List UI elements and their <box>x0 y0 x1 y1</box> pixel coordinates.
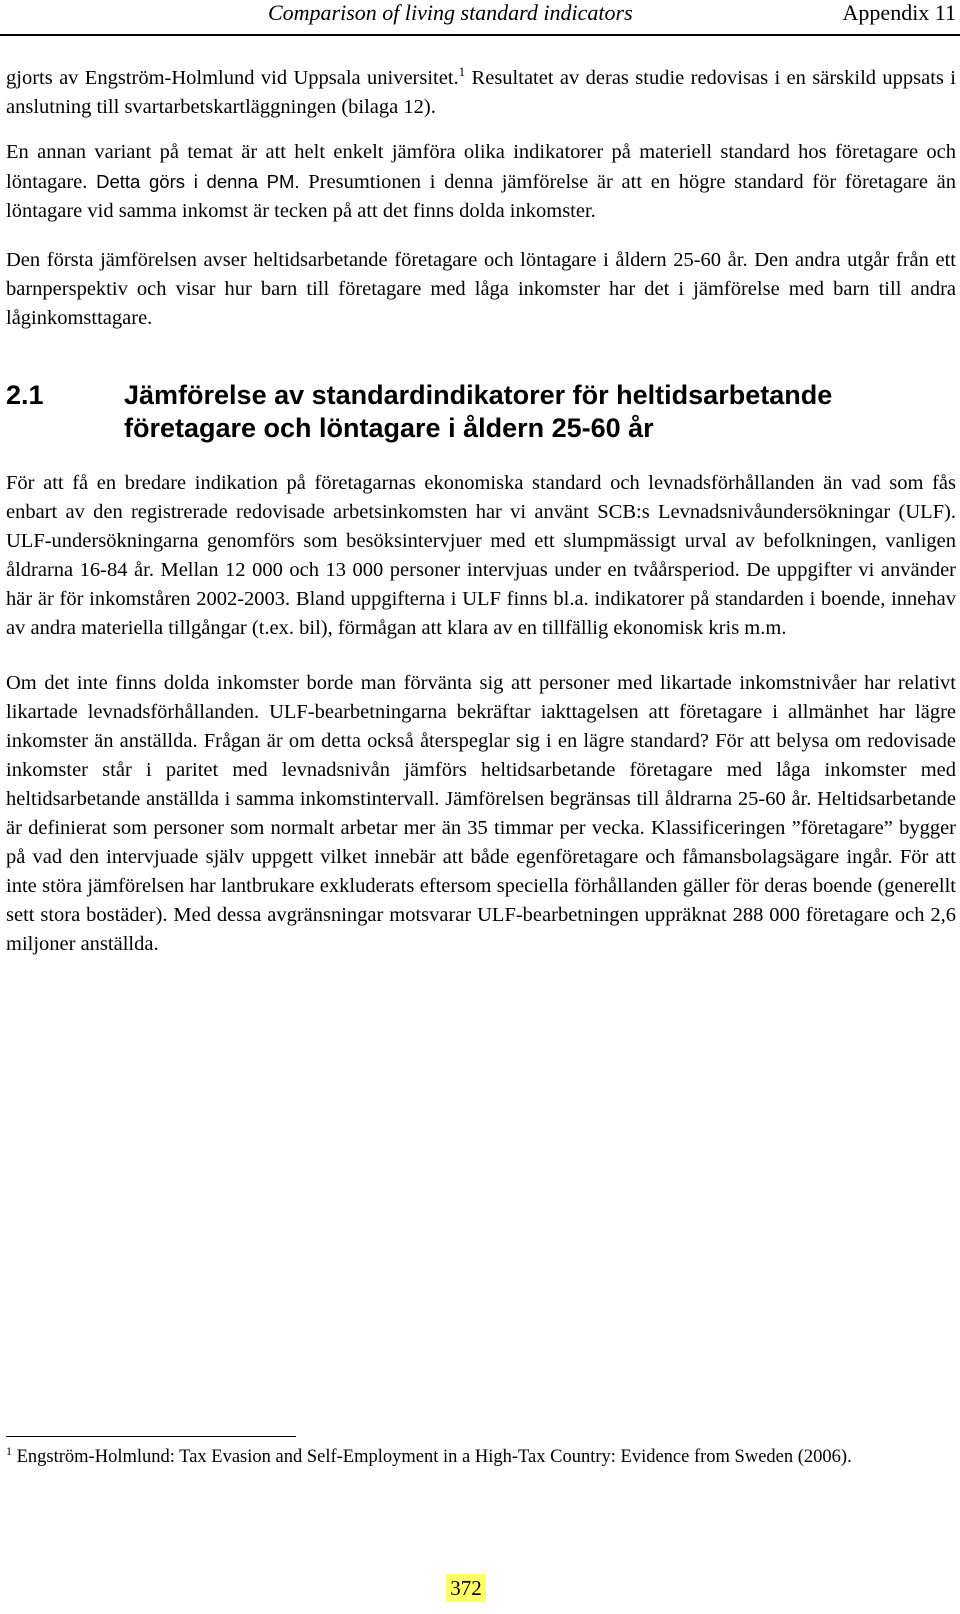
page-header <box>0 0 960 40</box>
footnote-rule <box>6 1436 296 1437</box>
paragraph-4: För att få en bredare indikation på företagarnas ekonomiska standard och levnadsförhållanden än vad som fås enbart av den registrerade redovisade arbetsinkomsten har vi använt SCB:s Levnadsnivåundersökningar (ULF). ULF-undersökningarna genomförs som besöksintervjuer med ett slumpmässigt urval av befolkningen, vanligen åldrarna 16-84 år. Mellan 12 000 och 13 000 personer intervjuas under en tvåårsperiod. De uppgifter vi använder här är för inkomståren 2002-2003. Bland uppgifterna i ULF finns bl.a. indikatorer på standarden i boende, innehav av andra materiella tillgångar (t.ex. bil), förmågan att klara av en tillfällig ekonomisk kris m.m. <box>6 472 956 639</box>
footnote <box>6 1444 896 1470</box>
page-number: 372 <box>446 1574 486 1602</box>
section-title: Jämförelse av standardindikatorer för heltidsarbetande företagare och löntagare i åldern 25-60 år <box>124 380 833 443</box>
footnote-text: Engström-Holmlund: Tax Evasion and Self-Employment in a High-Tax Country: Evidence from Sweden (2006). <box>12 1447 852 1467</box>
footnote-ref[interactable]: 1 <box>458 64 466 80</box>
paragraph-2-text-a: En annan variant på temat är att helt enkelt jämföra olika indikatorer på materiell standard hos företagare och löntagare. <box>6 141 956 193</box>
paragraph-2 <box>6 138 956 226</box>
paragraph-1-text-a: gjorts av Engström-Holmlund vid Uppsala universitet. <box>6 67 459 89</box>
header-rule <box>0 34 960 36</box>
paragraph-3: Den första jämförelsen avser heltidsarbetande företagare och löntagare i åldern 25-60 år. Den andra utgår från ett barnperspektiv och visar hur barn till företagare med låga inkomster har det i jämförelse med barn till andra låginkomsttagare. <box>6 249 956 329</box>
running-title: Comparison of living standard indicators <box>268 0 633 25</box>
paragraph-1 <box>6 64 956 122</box>
section-heading <box>6 379 956 445</box>
paragraph-1-text-b: Resultatet av deras studie redovisas i en särskild uppsats i anslutning till svartarbetskartläggningen (bilaga 12). <box>6 67 956 118</box>
appendix-label: Appendix 11 <box>842 0 956 25</box>
paragraph-2-text-b: Presumtionen i denna jämförelse är att en högre standard för företagare än löntagare vid samma inkomst är tecken på att det finns dolda inkomster. <box>6 171 956 222</box>
main-content <box>6 64 956 959</box>
paragraph-2-text-sans: Detta görs i denna PM. <box>87 171 300 192</box>
footnote-marker: 1 <box>6 1443 12 1458</box>
section-number: 2.1 <box>6 380 44 410</box>
paragraph-5: Om det inte finns dolda inkomster borde man förvänta sig att personer med likartade inkomstnivåer har relativt likartade levnadsförhållanden. ULF-bearbetningarna bekräftar iakttagelsen att företagare i allmänhet har lägre inkomster än anställda. Frågan är om detta också återspeglar sig i en lägre standard? För att belysa om redovisade inkomster står i paritet med levnadsnivån jämförs heltidsarbetande företagare med låga inkomster med heltidsarbetande anställda i samma inkomstintervall. Jämförelsen begränsas till åldrarna 25-60 år. Heltidsarbetande är definierat som personer som normalt arbetar mer än 35 timmar per vecka. Klassificeringen ”företagare” bygger på vad den intervjuade själv uppgett vilket innebär att både egenföretagare och fåmansbolagsägare ingår. För att inte störa jämförelsen har lantbrukare exkluderats eftersom speciella förhållanden gäller för deras boende (generellt sett stora bostäder). Med dessa avgränsningar motsvarar ULF-bearbetningen uppräknat 288 000 företagare och 2,6 miljoner anställda. <box>6 672 956 955</box>
